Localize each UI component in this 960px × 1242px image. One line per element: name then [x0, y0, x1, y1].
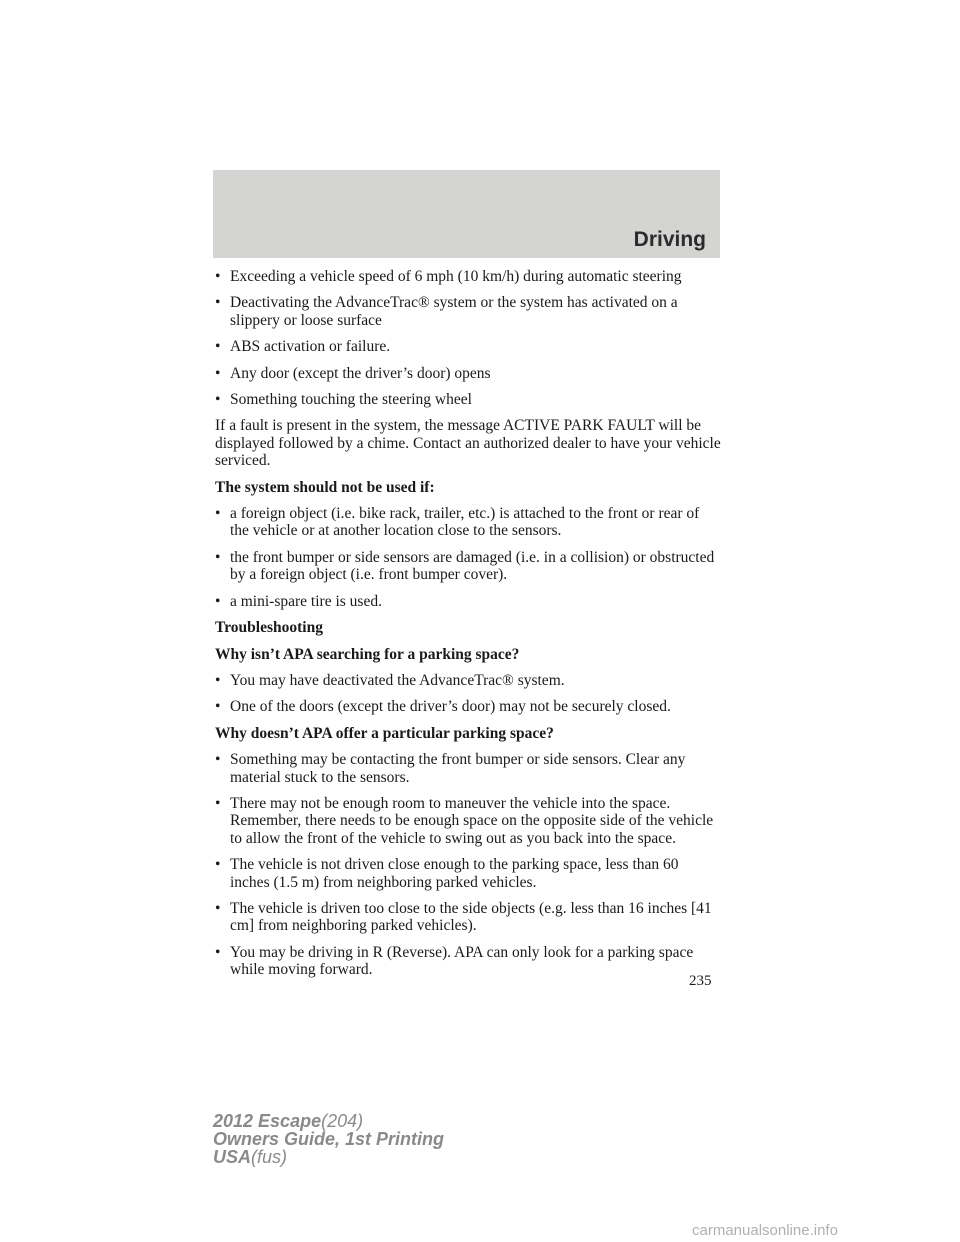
list-item: • You may be driving in R (Reverse). APA can only look for a parking space while moving forward.	[215, 943, 694, 979]
bullet-icon: •	[215, 338, 221, 356]
question-particular-space: Why doesn’t APA offer a particular parking space?	[215, 724, 554, 742]
footer-line-2: Owners Guide, 1st Printing	[213, 1129, 445, 1149]
list-item: • There may not be enough room to maneuver the vehicle into the space. Remember, there needs to be enough space on the opposite side of the vehicle to allow the front of the vehicle to swing out as you back into the space.	[215, 794, 714, 847]
bullet-icon: •	[215, 943, 221, 961]
bullet-icon: •	[215, 671, 221, 689]
not-used-heading: The system should not be used if:	[215, 478, 435, 496]
bullet-icon: •	[215, 505, 221, 523]
bullet-icon: •	[215, 391, 221, 409]
list-item: • the front bumper or side sensors are damaged (i.e. in a collision) or obstructed by a foreign object (i.e. front bumper cover).	[215, 548, 715, 584]
bullet-list-particular-space	[215, 751, 721, 978]
list-item: • Deactivating the AdvanceTrac® system or the system has activated on a slippery or loose surface	[215, 294, 678, 329]
bullet-icon: •	[215, 548, 221, 566]
bullet-icon: •	[215, 856, 221, 874]
list-item: • Something touching the steering wheel	[215, 391, 472, 409]
list-item: • Exceeding a vehicle speed of 6 mph (10 km/h) during automatic steering	[215, 268, 682, 285]
bullet-icon: •	[215, 592, 221, 610]
list-item: • One of the doors (except the driver’s door) may not be securely closed.	[215, 698, 671, 716]
document-footer	[213, 1112, 444, 1166]
footer-line-3: USA(fus)	[213, 1147, 288, 1167]
question-searching: Why isn’t APA searching for a parking space?	[215, 645, 520, 663]
list-item: • The vehicle is not driven close enough to the parking space, less than 60 inches (1.5 m) from neighboring parked vehicles.	[215, 856, 679, 891]
list-item: • a mini-spare tire is used.	[215, 592, 382, 610]
list-item: • Something may be contacting the front bumper or side sensors. Clear any material stuck to the sensors.	[215, 751, 686, 786]
bullet-icon: •	[215, 751, 221, 769]
page-content	[215, 268, 721, 988]
page-number: 235	[689, 973, 712, 989]
bullet-list-searching	[215, 672, 721, 716]
bullet-icon: •	[215, 268, 221, 285]
footer-line-1: 2012 Escape(204)	[213, 1111, 364, 1131]
bullet-list-fault-conditions	[215, 268, 721, 408]
list-item: • You may have deactivated the AdvanceTrac® system.	[215, 671, 565, 689]
watermark: carmanualsonline.info	[692, 1222, 838, 1239]
bullet-list-not-used	[215, 505, 721, 610]
section-title: Driving	[633, 228, 706, 251]
fault-paragraph: If a fault is present in the system, the message ACTIVE PARK FAULT will be displayed followed by a chime. Contact an authorized dealer to have your vehicle serviced.	[215, 417, 721, 470]
bullet-icon: •	[215, 698, 221, 716]
bullet-icon: •	[215, 294, 221, 312]
section-header	[213, 170, 720, 258]
bullet-icon: •	[215, 899, 221, 917]
bullet-icon: •	[215, 364, 221, 382]
list-item: • The vehicle is driven too close to the side objects (e.g. less than 16 inches [41 cm] from neighboring parked vehicles).	[215, 899, 712, 935]
bullet-icon: •	[215, 794, 221, 812]
list-item: • Any door (except the driver’s door) opens	[215, 364, 491, 382]
list-item: • a foreign object (i.e. bike rack, trailer, etc.) is attached to the front or rear of the vehicle or at another location close to the sensors.	[215, 505, 700, 540]
list-item: • ABS activation or failure.	[215, 338, 391, 356]
troubleshooting-heading: Troubleshooting	[215, 619, 323, 637]
